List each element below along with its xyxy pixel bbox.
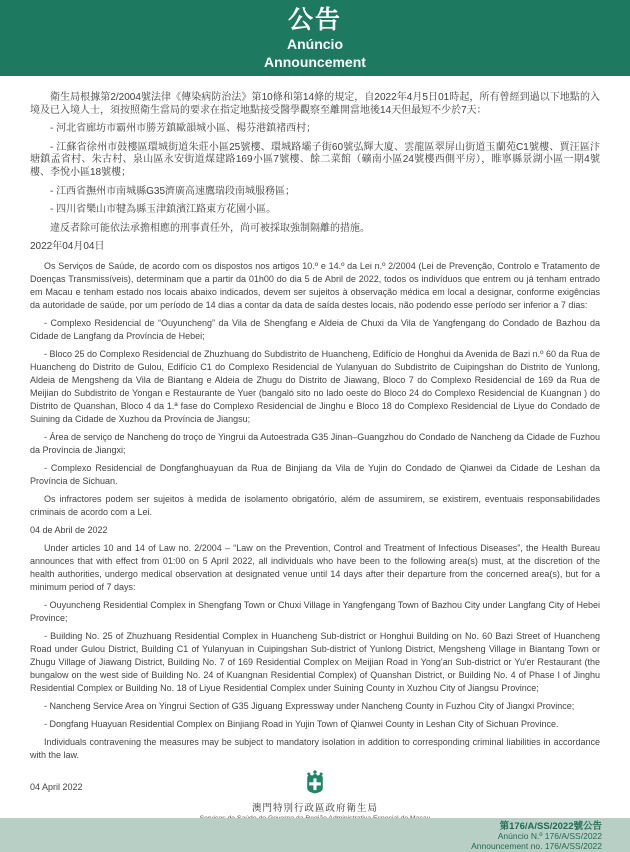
en-date: 04 April 2022 [30,781,83,792]
page-title-english: Announcement [264,54,366,70]
zh-intro-paragraph: 衛生局根據第2/2004號法律《傳染病防治法》第10條和第14條的規定，自2022年4月5日01時起，所有曾經到過以下地點的入境及已入境人士，須按照衛生當局的要求在指定地點接受醫學觀察至離開當地後14天但最短不少於7天： [30,92,600,116]
zh-location-hebei: - 河北省廊坊市霸州市勝芳鎮歐韻城小區、楊芬港鎮褚西村； [50,123,317,135]
pt-location-hebei: - Complexo Residencial de “Ouyuncheng” da Vila de Shengfang e Aldeia de Chuxi da Vila de Yangfengang do Condado de Bazhou da Cidade de Langfang da Província de Hebei; [30,317,600,341]
header-banner [0,0,630,76]
en-location-sichuan: - Dongfang Huayuan Residential Complex on Binjiang Road in Yujin Town of Qianwei County in Leshan City of Sichuan Province. [44,718,559,729]
pt-date: 04 de Abril de 2022 [30,524,108,535]
reference-number-bar [0,818,630,852]
pt-intro-paragraph: Os Serviços de Saúde, de acordo com os dispostos nos artigos 10.º e 14.º da Lei n.º 2/2004 (Lei de Prevenção, Controlo e Tratamento de Doenças Transmissíveis), determinam que a partir da 01h00 do dia 5 de Abril de 2022, todos os indivíduos que entrem ou já tenham entrado em Macau e tenham estado nos locais abaixo indicados, devem ser sujeitos à observação médica em local a designar, conforme exigências da autoridade de saúde, por um período de 14 dias a contar da data de saída destes locais, não podendo esse período ser inferior a 7 dias: [30,260,600,310]
zh-date: 2022年04月04日 [30,241,105,253]
zh-location-jiangsu: - 江蘇省徐州市鼓樓區環城街道朱莊小區25號樓、環城路壩子街60號弘輝大廈、雲龍區翠屏山街道玉蘭苑C1號樓、賈汪區汴塘鎮孟省村、朱古村、泉山區永安街道煤建路169小區7號樓、餘二菜館（礦南小區24號樓西側平房），睢寧縣景湖小區一期4號樓、李悅小區18號樓； [30,141,600,178]
reference-number-english: Announcement no. 176/A/SS/2022 [471,840,602,851]
document-body [0,76,630,822]
en-location-hebei: - Ouyuncheng Residential Complex in Shengfang Town or Chuxi Village in Yangfengang Town of Bazhou City under Langfang City of Hebei Province; [30,599,600,623]
zh-penalty-paragraph: 違反者除可能依法承擔相應的刑事責任外，尚可被採取強制隔離的措施。 [50,222,370,234]
issuing-organization [30,770,600,822]
en-location-jiangxi: - Nancheng Service Area on Yingrui Section of G35 Jiguang Expressway under Nancheng County in Fuzhou City of Jiangxi Province; [44,700,575,711]
page-title-portuguese: Anúncio [287,36,343,52]
organization-name-chinese: 澳門特別行政區政府衛生局 [251,802,378,814]
en-location-jiangsu: - Building No. 25 of Zhuzhuang Residential Complex in Huancheng Sub-district or Honghui Building on No. 60 Bazi Street of Huancheng Road under Gulou District, Building C1 of Yulanyuan in Cuipingshan Sub-district of Yunlong District, Mengsheng Village in Biantang Town or Zhugu Village of Jiawang District, Building No. 7 of 169 Residential Complex on Meijian Road in Yong'an Sub-district or Yu'er Restaurant (the bungalow on the west side of Building No. 24 of Kuangnan Residential Complex) of Quanshan District, or Building No. 4 of Phase I of Jinghu Residential Complex or Building No. 18 of Liyue Residential Complex under Suining County in Xuzhou City of Jiangsu Province; [30,630,600,693]
pt-location-jiangsu: - Bloco 25 do Complexo Residencial de Zhuzhuang do Subdistrito de Huancheng, Edifício de Honghui da Avenida de Bazi n.º 60 da Rua de Huancheng do Distrito de Gulou, Edifício C1 do Complexo Residencial de Yulanyuan do Subdistrito de Cuipingshan do Distrito de Yunlong, Aldeia de Mengsheng da Vila de Biantang e Aldeia de Zhugu do Distrito de Jiawang, Bloco 7 do Complexo Residencial de 169 da Rua de Meijian do Subdistrito de Yongan e Restaurante de Yuer (bangaló sito no lado oeste do Bloco 24 do Complexo Residencial de Kuangnan ) do Distrito de Quanshan, Bloco 4 da 1.ª fase do Complexo Residencial de Jinghu e Bloco 18 do Complexo Residencial de Liyue do Condado de Suining da Cidade de Xuzhou da Província de Jiangsu; [30,348,600,424]
en-intro-paragraph: Under articles 10 and 14 of Law no. 2/2004 – “Law on the Prevention, Control and Treatment of Infectious Diseases”, the Health Bureau announces that with effect from 01:00 on 5 April 2022, all individuals who have been to the following area(s) must, at the discretion of the health authorities, undergo medical observation at designated venue until 14 days after their departure from the concerned area(s), but for a minimum period of 7 days: [30,542,600,592]
signature-row [30,770,600,822]
zh-location-sichuan: - 四川省樂山市犍為縣玉津鎮濱江路東方花園小區。 [50,204,277,216]
health-bureau-logo-icon [302,770,328,799]
pt-location-jiangxi: - Área de serviço de Nancheng do troço de Yingrui da Autoestrada G35 Jinan–Guangzhou do Condado de Nancheng da Cidade de Fuzhou da Província de Jiangxi; [30,431,600,455]
page-title-chinese: 公告 [287,6,342,34]
reference-number-chinese: 第176/A/SS/2022號公告 [499,821,602,832]
en-penalty-paragraph: Individuals contravening the measures may be subject to mandatory isolation in addition to corresponding criminal liabilities in accordance with the law. [30,736,600,760]
reference-number-portuguese: Anúncio N.º 176/A/SS/2022 [497,831,602,841]
pt-location-sichuan: - Complexo Residencial de Dongfanghuayuan da Rua de Binjiang da Vila de Yujin do Condado de Qianwei da Cidade de Leshan da Província de Sichuan. [30,462,600,486]
zh-location-jiangxi: - 江西省撫州市南城縣G35濟廣高速鷹瑞段南城服務區； [50,185,296,197]
pt-penalty-paragraph: Os infractores podem ser sujeitos à medida de isolamento obrigatório, além de assumirem, se existirem, eventuais responsabilidades criminais de acordo com a Lei. [30,493,600,517]
